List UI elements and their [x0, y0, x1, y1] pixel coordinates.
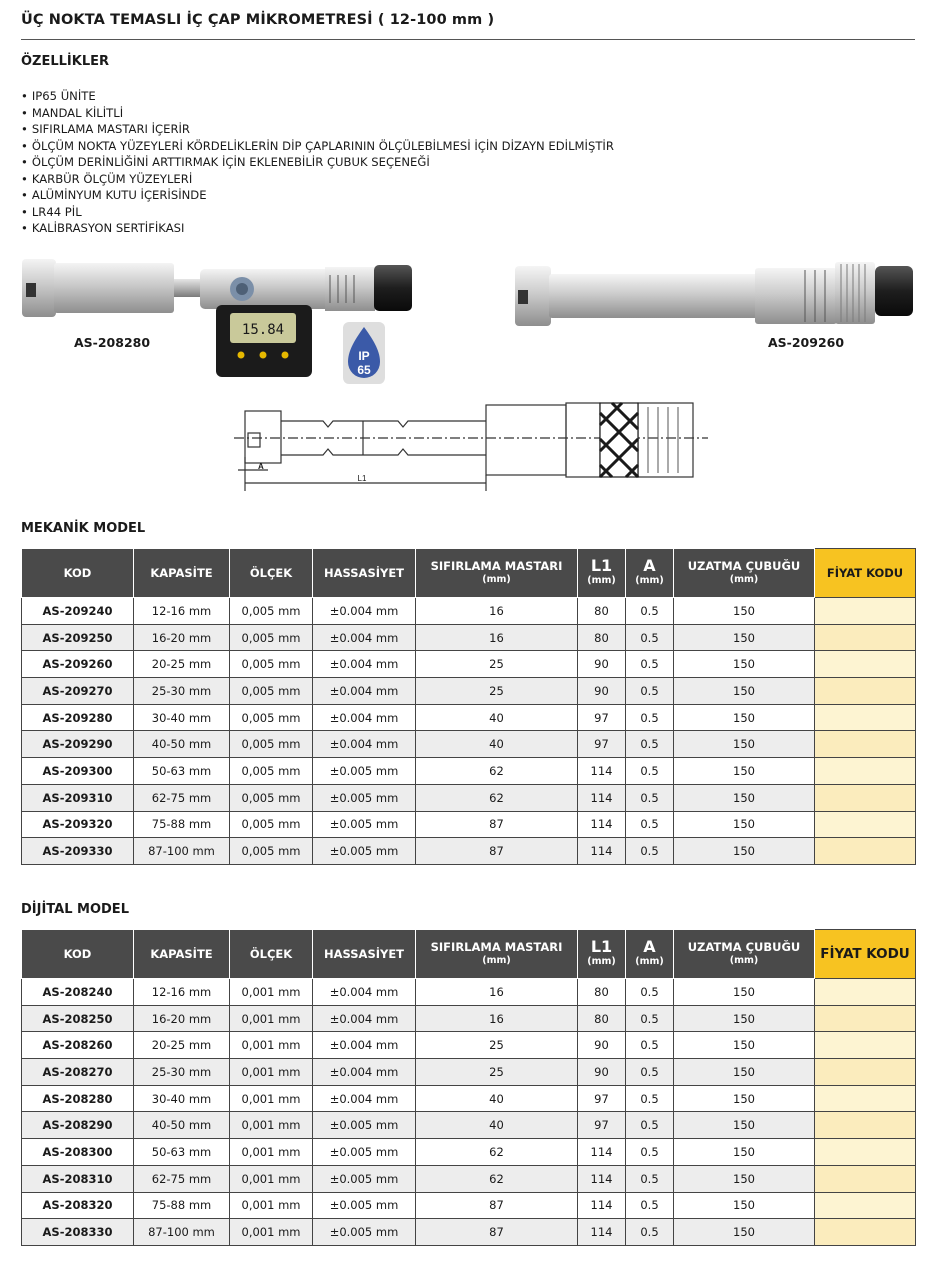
- cell-uzatma: 150: [674, 784, 815, 811]
- cell-kod: AS-208240: [22, 979, 134, 1006]
- cell-hassasiyet: ±0.005 mm: [313, 811, 416, 838]
- table-row: [22, 979, 916, 1006]
- cell-sifirlama: 25: [416, 1059, 578, 1086]
- cell-sifirlama: 40: [416, 731, 578, 758]
- digital-section-heading: DİJİTAL MODEL: [21, 902, 129, 917]
- cell-sifirlama: 62: [416, 1165, 578, 1192]
- col-header-a: A (mm): [626, 549, 674, 598]
- col-header-uzatma: UZATMA ÇUBUĞU (mm): [674, 930, 815, 979]
- cell-l1: 114: [578, 758, 626, 785]
- cell-a: 0.5: [626, 651, 674, 678]
- cell-a: 0.5: [626, 678, 674, 705]
- cell-hassasiyet: ±0.004 mm: [313, 678, 416, 705]
- cell-a: 0.5: [626, 838, 674, 865]
- feature-item: • MANDAL KİLİTLİ: [21, 105, 614, 122]
- col-header-kod: KOD: [22, 930, 134, 979]
- cell-l1: 90: [578, 1059, 626, 1086]
- cell-kod: AS-208250: [22, 1005, 134, 1032]
- cell-fiyat: [815, 731, 916, 758]
- cell-kod: AS-209290: [22, 731, 134, 758]
- cell-hassasiyet: ±0.005 mm: [313, 1139, 416, 1166]
- cell-olcek: 0,005 mm: [230, 678, 313, 705]
- cell-kapasite: 30-40 mm: [134, 1085, 230, 1112]
- cell-a: 0.5: [626, 1032, 674, 1059]
- feature-item: • LR44 PİL: [21, 204, 614, 221]
- cell-hassasiyet: ±0.004 mm: [313, 1059, 416, 1086]
- cell-kod: AS-209300: [22, 758, 134, 785]
- cell-kapasite: 30-40 mm: [134, 704, 230, 731]
- cell-kod: AS-209240: [22, 598, 134, 625]
- cell-uzatma: 150: [674, 678, 815, 705]
- cell-kapasite: 16-20 mm: [134, 624, 230, 651]
- cell-kapasite: 20-25 mm: [134, 651, 230, 678]
- dimension-l1-label: L1: [357, 474, 367, 483]
- col-header-fiyat: FİYAT KODU: [815, 930, 916, 979]
- cell-uzatma: 150: [674, 731, 815, 758]
- cell-l1: 90: [578, 678, 626, 705]
- cell-kapasite: 40-50 mm: [134, 731, 230, 758]
- technical-drawing: [228, 395, 713, 495]
- cell-hassasiyet: ±0.004 mm: [313, 624, 416, 651]
- cell-sifirlama: 25: [416, 678, 578, 705]
- cell-kod: AS-209280: [22, 704, 134, 731]
- col-header-fiyat: FİYAT KODU: [815, 549, 916, 598]
- cell-a: 0.5: [626, 1112, 674, 1139]
- features-list: [21, 88, 614, 237]
- table-row: [22, 731, 916, 758]
- cell-hassasiyet: ±0.005 mm: [313, 1112, 416, 1139]
- cell-uzatma: 150: [674, 598, 815, 625]
- cell-sifirlama: 40: [416, 1085, 578, 1112]
- cell-a: 0.5: [626, 784, 674, 811]
- cell-kod: AS-208290: [22, 1112, 134, 1139]
- cell-olcek: 0,001 mm: [230, 1192, 313, 1219]
- cell-kod: AS-209260: [22, 651, 134, 678]
- table-header-row: [22, 549, 916, 598]
- cell-l1: 114: [578, 1165, 626, 1192]
- cell-sifirlama: 87: [416, 838, 578, 865]
- cell-kapasite: 25-30 mm: [134, 678, 230, 705]
- col-header-olcek: ÖLÇEK: [230, 549, 313, 598]
- cell-sifirlama: 16: [416, 598, 578, 625]
- cell-kod: AS-209320: [22, 811, 134, 838]
- cell-l1: 97: [578, 704, 626, 731]
- cell-uzatma: 150: [674, 758, 815, 785]
- feature-item: • IP65 ÜNİTE: [21, 88, 614, 105]
- cell-olcek: 0,005 mm: [230, 838, 313, 865]
- cell-l1: 114: [578, 1192, 626, 1219]
- ip65-badge-icon: [343, 322, 385, 384]
- cell-kod: AS-208320: [22, 1192, 134, 1219]
- cell-olcek: 0,005 mm: [230, 624, 313, 651]
- feature-item: • KARBÜR ÖLÇÜM YÜZEYLERİ: [21, 171, 614, 188]
- cell-uzatma: 150: [674, 979, 815, 1006]
- cell-uzatma: 150: [674, 1032, 815, 1059]
- table-row: [22, 1112, 916, 1139]
- cell-uzatma: 150: [674, 1139, 815, 1166]
- cell-kod: AS-208310: [22, 1165, 134, 1192]
- cell-a: 0.5: [626, 1192, 674, 1219]
- cell-kapasite: 16-20 mm: [134, 1005, 230, 1032]
- mechanical-spec-table: [21, 548, 916, 865]
- cell-uzatma: 150: [674, 838, 815, 865]
- cell-uzatma: 150: [674, 1219, 815, 1246]
- col-header-sifirlama: SIFIRLAMA MASTARI (mm): [416, 549, 578, 598]
- cell-kod: AS-208330: [22, 1219, 134, 1246]
- cell-olcek: 0,001 mm: [230, 1085, 313, 1112]
- table-row: [22, 811, 916, 838]
- cell-fiyat: [815, 758, 916, 785]
- cell-hassasiyet: ±0.004 mm: [313, 979, 416, 1006]
- cell-kapasite: 12-16 mm: [134, 979, 230, 1006]
- cell-a: 0.5: [626, 1219, 674, 1246]
- col-header-a: A (mm): [626, 930, 674, 979]
- cell-uzatma: 150: [674, 624, 815, 651]
- table-row: [22, 1059, 916, 1086]
- cell-sifirlama: 16: [416, 624, 578, 651]
- cell-uzatma: 150: [674, 651, 815, 678]
- cell-olcek: 0,005 mm: [230, 731, 313, 758]
- cell-uzatma: 150: [674, 1059, 815, 1086]
- cell-olcek: 0,001 mm: [230, 979, 313, 1006]
- cell-a: 0.5: [626, 811, 674, 838]
- cell-sifirlama: 62: [416, 758, 578, 785]
- cell-fiyat: [815, 1192, 916, 1219]
- cell-uzatma: 150: [674, 1112, 815, 1139]
- cell-hassasiyet: ±0.005 mm: [313, 838, 416, 865]
- cell-hassasiyet: ±0.004 mm: [313, 651, 416, 678]
- mechanical-micrometer-image: [515, 258, 915, 333]
- col-header-kod: KOD: [22, 549, 134, 598]
- cell-kapasite: 75-88 mm: [134, 811, 230, 838]
- table-row: [22, 704, 916, 731]
- cell-sifirlama: 16: [416, 979, 578, 1006]
- cell-l1: 80: [578, 624, 626, 651]
- cell-uzatma: 150: [674, 1192, 815, 1219]
- cell-fiyat: [815, 651, 916, 678]
- cell-fiyat: [815, 1005, 916, 1032]
- cell-l1: 90: [578, 651, 626, 678]
- cell-fiyat: [815, 1112, 916, 1139]
- cell-fiyat: [815, 784, 916, 811]
- cell-l1: 114: [578, 838, 626, 865]
- col-header-kapasite: KAPASİTE: [134, 930, 230, 979]
- mechanical-product-label: AS-209260: [768, 335, 845, 350]
- cell-kapasite: 50-63 mm: [134, 758, 230, 785]
- cell-sifirlama: 25: [416, 651, 578, 678]
- table-row: [22, 1139, 916, 1166]
- cell-fiyat: [815, 704, 916, 731]
- cell-kapasite: 75-88 mm: [134, 1192, 230, 1219]
- col-header-hassasiyet: HASSASİYET: [313, 549, 416, 598]
- cell-sifirlama: 16: [416, 1005, 578, 1032]
- col-header-kapasite: KAPASİTE: [134, 549, 230, 598]
- col-header-uzatma: UZATMA ÇUBUĞU (mm): [674, 549, 815, 598]
- cell-hassasiyet: ±0.005 mm: [313, 758, 416, 785]
- cell-kapasite: 40-50 mm: [134, 1112, 230, 1139]
- cell-kod: AS-208280: [22, 1085, 134, 1112]
- cell-kapasite: 12-16 mm: [134, 598, 230, 625]
- cell-kapasite: 62-75 mm: [134, 784, 230, 811]
- cell-sifirlama: 87: [416, 1219, 578, 1246]
- cell-kod: AS-209270: [22, 678, 134, 705]
- title-divider: [21, 39, 915, 40]
- cell-olcek: 0,001 mm: [230, 1059, 313, 1086]
- features-heading: ÖZELLİKLER: [21, 54, 110, 69]
- digital-spec-table: [21, 929, 916, 1246]
- cell-a: 0.5: [626, 1165, 674, 1192]
- cell-olcek: 0,001 mm: [230, 1139, 313, 1166]
- cell-uzatma: 150: [674, 1085, 815, 1112]
- col-header-hassasiyet: HASSASİYET: [313, 930, 416, 979]
- cell-a: 0.5: [626, 1085, 674, 1112]
- table-row: [22, 758, 916, 785]
- cell-kapasite: 20-25 mm: [134, 1032, 230, 1059]
- cell-sifirlama: 87: [416, 811, 578, 838]
- cell-kod: AS-209310: [22, 784, 134, 811]
- feature-item: • SIFIRLAMA MASTARI İÇERİR: [21, 121, 614, 138]
- cell-olcek: 0,001 mm: [230, 1032, 313, 1059]
- cell-hassasiyet: ±0.004 mm: [313, 598, 416, 625]
- cell-l1: 97: [578, 731, 626, 758]
- cell-kapasite: 87-100 mm: [134, 838, 230, 865]
- cell-uzatma: 150: [674, 1005, 815, 1032]
- cell-hassasiyet: ±0.005 mm: [313, 1192, 416, 1219]
- cell-kod: AS-209250: [22, 624, 134, 651]
- cell-uzatma: 150: [674, 811, 815, 838]
- cell-hassasiyet: ±0.004 mm: [313, 1005, 416, 1032]
- cell-olcek: 0,001 mm: [230, 1112, 313, 1139]
- svg-text:65: 65: [357, 363, 371, 377]
- feature-item: • ALÜMİNYUM KUTU İÇERİSİNDE: [21, 187, 614, 204]
- cell-sifirlama: 40: [416, 704, 578, 731]
- mechanical-section-heading: MEKANİK MODEL: [21, 521, 146, 536]
- cell-olcek: 0,005 mm: [230, 598, 313, 625]
- page-title: ÜÇ NOKTA TEMASLI İÇ ÇAP MİKROMETRESİ ( 12-100 mm ): [21, 12, 495, 28]
- cell-a: 0.5: [626, 1005, 674, 1032]
- cell-l1: 80: [578, 1005, 626, 1032]
- cell-l1: 90: [578, 1032, 626, 1059]
- cell-fiyat: [815, 624, 916, 651]
- cell-fiyat: [815, 979, 916, 1006]
- cell-olcek: 0,001 mm: [230, 1165, 313, 1192]
- cell-hassasiyet: ±0.005 mm: [313, 1219, 416, 1246]
- cell-l1: 114: [578, 784, 626, 811]
- cell-uzatma: 150: [674, 1165, 815, 1192]
- cell-a: 0.5: [626, 598, 674, 625]
- cell-kod: AS-209330: [22, 838, 134, 865]
- dimension-a-label: A: [258, 462, 264, 471]
- display-reading: 15.84: [241, 322, 285, 338]
- col-header-l1: L1 (mm): [578, 930, 626, 979]
- cell-hassasiyet: ±0.004 mm: [313, 704, 416, 731]
- cell-a: 0.5: [626, 704, 674, 731]
- table-row: [22, 1165, 916, 1192]
- cell-l1: 80: [578, 598, 626, 625]
- cell-fiyat: [815, 1219, 916, 1246]
- cell-fiyat: [815, 1139, 916, 1166]
- table-row: [22, 1192, 916, 1219]
- cell-l1: 114: [578, 1219, 626, 1246]
- cell-hassasiyet: ±0.005 mm: [313, 784, 416, 811]
- cell-l1: 114: [578, 1139, 626, 1166]
- cell-olcek: 0,005 mm: [230, 784, 313, 811]
- col-header-l1: L1 (mm): [578, 549, 626, 598]
- feature-item: • KALİBRASYON SERTİFİKASI: [21, 220, 614, 237]
- cell-a: 0.5: [626, 731, 674, 758]
- cell-olcek: 0,005 mm: [230, 758, 313, 785]
- cell-l1: 97: [578, 1085, 626, 1112]
- table-row: [22, 1005, 916, 1032]
- cell-olcek: 0,005 mm: [230, 811, 313, 838]
- cell-a: 0.5: [626, 758, 674, 785]
- cell-fiyat: [815, 678, 916, 705]
- cell-kapasite: 25-30 mm: [134, 1059, 230, 1086]
- table-header-row: [22, 930, 916, 979]
- table-row: [22, 784, 916, 811]
- svg-text:IP: IP: [358, 349, 370, 363]
- cell-uzatma: 150: [674, 704, 815, 731]
- cell-fiyat: [815, 1059, 916, 1086]
- cell-fiyat: [815, 598, 916, 625]
- cell-kapasite: 62-75 mm: [134, 1165, 230, 1192]
- cell-sifirlama: 40: [416, 1112, 578, 1139]
- table-row: [22, 1085, 916, 1112]
- table-row: [22, 624, 916, 651]
- col-header-olcek: ÖLÇEK: [230, 930, 313, 979]
- cell-fiyat: [815, 1165, 916, 1192]
- table-row: [22, 1219, 916, 1246]
- cell-kod: AS-208300: [22, 1139, 134, 1166]
- cell-a: 0.5: [626, 1139, 674, 1166]
- cell-kod: AS-208260: [22, 1032, 134, 1059]
- cell-fiyat: [815, 1032, 916, 1059]
- cell-fiyat: [815, 838, 916, 865]
- cell-a: 0.5: [626, 979, 674, 1006]
- table-row: [22, 651, 916, 678]
- cell-l1: 97: [578, 1112, 626, 1139]
- cell-kapasite: 87-100 mm: [134, 1219, 230, 1246]
- cell-fiyat: [815, 811, 916, 838]
- cell-l1: 114: [578, 811, 626, 838]
- table-row: [22, 598, 916, 625]
- cell-sifirlama: 62: [416, 1139, 578, 1166]
- table-row: [22, 838, 916, 865]
- cell-hassasiyet: ±0.004 mm: [313, 1032, 416, 1059]
- cell-hassasiyet: ±0.004 mm: [313, 731, 416, 758]
- cell-olcek: 0,001 mm: [230, 1219, 313, 1246]
- col-header-sifirlama: SIFIRLAMA MASTARI (mm): [416, 930, 578, 979]
- cell-kapasite: 50-63 mm: [134, 1139, 230, 1166]
- table-row: [22, 1032, 916, 1059]
- cell-fiyat: [815, 1085, 916, 1112]
- cell-sifirlama: 62: [416, 784, 578, 811]
- cell-olcek: 0,005 mm: [230, 651, 313, 678]
- cell-sifirlama: 25: [416, 1032, 578, 1059]
- cell-olcek: 0,005 mm: [230, 704, 313, 731]
- cell-hassasiyet: ±0.005 mm: [313, 1165, 416, 1192]
- cell-a: 0.5: [626, 624, 674, 651]
- table-row: [22, 678, 916, 705]
- cell-olcek: 0,001 mm: [230, 1005, 313, 1032]
- cell-l1: 80: [578, 979, 626, 1006]
- digital-product-label: AS-208280: [74, 335, 151, 350]
- feature-item: • ÖLÇÜM DERİNLİĞİNİ ARTTIRMAK İÇİN EKLENEBİLİR ÇUBUK SEÇENEĞİ: [21, 154, 614, 171]
- cell-a: 0.5: [626, 1059, 674, 1086]
- feature-item: • ÖLÇÜM NOKTA YÜZEYLERİ KÖRDELİKLERİN DİP ÇAPLARININ ÖLÇÜLEBİLMESİ İÇİN DİZAYN EDİLMİŞTİR: [21, 138, 614, 155]
- cell-hassasiyet: ±0.004 mm: [313, 1085, 416, 1112]
- cell-sifirlama: 87: [416, 1192, 578, 1219]
- cell-kod: AS-208270: [22, 1059, 134, 1086]
